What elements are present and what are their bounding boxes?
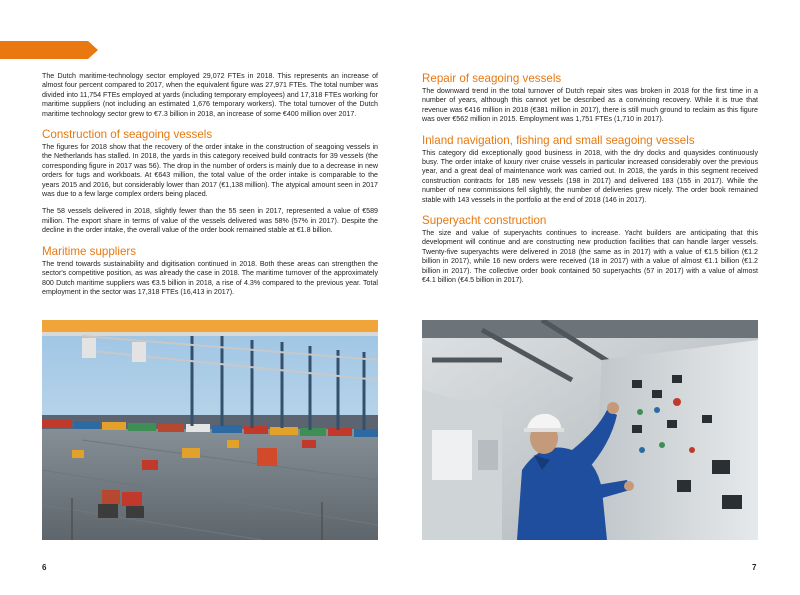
- section-paragraph: This category did exceptionally good business in 2018, with the dry docks and quaysides continuously busy. The order intake of luxury river cruise vessels in particular increased considerably over the previous year, and a great deal of maintenance work was carried out. In 2018, the yards in this segment received construction contracts for 185 new vessels (198 in 2017) and delivered 183 (155 in 2017). While the number of new commissions fell slightly, the number of deliveries grew nicely. The order book remained stable with 143 vessels in the portfolio at the end of 2018 (146 in 2017).: [422, 148, 758, 204]
- section-title-superyacht: Superyacht construction: [422, 214, 547, 228]
- section-paragraph: The 58 vessels delivered in 2018, slightly fewer than the 55 seen in 2017, represented a value of €589 million. The export share in terms of value of the vessels delivered was 58% (57% in 2017). Despite the decline in the order intake, the overall value of the order book remained stable at €1.8 billion.: [42, 207, 378, 235]
- page-number-right: 7: [752, 563, 757, 572]
- container-terminal-photo: [42, 320, 378, 540]
- section-paragraph: The downward trend in the total turnover of Dutch repair sites was broken in 2018 for the first time in a number of years, although this cannot yet be described as a convincing recovery. While it is true that revenue was €416 million in 2018 (€381 million in 2017), there is still much ground to reclaim as this figure was over €562 million in 2015. Employment was 1,751 FTEs (1,710 in 2017).: [422, 87, 758, 124]
- left-page-column: [42, 72, 378, 297]
- orange-arrow-tab-icon: [0, 41, 98, 59]
- section-title-repair: Repair of seagoing vessels: [422, 72, 562, 85]
- section-title-inland-navigation: Inland navigation, fishing and small seagoing vessels: [422, 133, 695, 147]
- section-paragraph: The figures for 2018 show that the recovery of the order intake in the construction of seagoing vessels in the Netherlands has stalled. In 2018, the yards in this category received build contracts for 39 vessels (the corresponding figure in 2017 was 56). The drop in the number of orders is mainly due to a decrease in new orders for tugs and workboats. At €643 million, the total value of the order intake is comparable to the years 2015 and 2016, but considerably lower than 2017 (€1,138 million). The atypical amount seen in 2017 was due to a few large complex orders being placed.: [42, 143, 378, 199]
- section-paragraph: The size and value of superyachts continues to increase. Yacht builders are anticipating that this development will continue and are constructing new production facilities that can handle larger vessels. Twenty-five superyachts were delivered in 2018 (the same as in 2017) with a value of €1.5 billion (€1.2 billion in 2017), while 16 new orders were received (18 in 2017) with a value of almost €1.1 billion (€1.2 billion in 2017). The collective order book contained 50 superyachts (57 in 2017) with a value of almost €4.1 billion (€4.5 billion in 2017).: [422, 229, 758, 285]
- page-number-left: 6: [42, 563, 47, 572]
- right-page-column: [422, 72, 758, 286]
- section-paragraph: The trend towards sustainability and digitisation continued in 2018. Both these areas can strengthen the sector's competitive position, as was already the case in 2018. The maritime turnover of the approximately 800 Dutch maritime suppliers was €3.5 billion in 2018, a rise of 4.3% compared to the previous year. Total employment in the sector was 17,318 FTEs (16,413 in 2017).: [42, 259, 378, 296]
- intro-paragraph: The Dutch maritime-technology sector employed 29,072 FTEs in 2018. This represents an increase of almost four percent compared to 2017, when the equivalent figure was 27,971 FTEs. The total number was divided into 11,754 FTEs employed at yards (including temporary employees) and 17,318 FTEs working for maritime suppliers (not including an estimated 1,676 temporary workers). The total turnover of the Dutch maritime technology sector grew to €7.3 billion in 2018, an increase of some €400 million over 2017.: [42, 72, 378, 118]
- section-title-construction: Construction of seagoing vessels: [42, 128, 213, 142]
- section-title-maritime-suppliers: Maritime suppliers: [42, 244, 137, 258]
- technician-photo: [422, 320, 758, 540]
